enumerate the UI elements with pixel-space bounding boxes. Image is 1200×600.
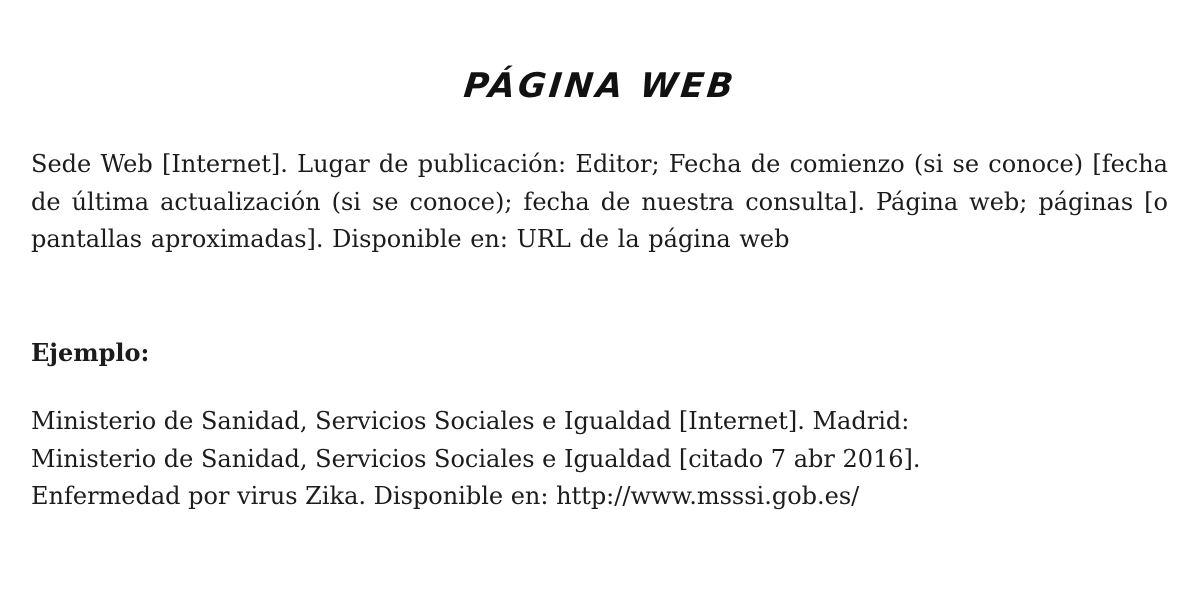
example-line: Ministerio de Sanidad, Servicios Sociales e Igualdad [Internet]. Madrid: [31,407,910,435]
example-line: Enfermedad por virus Zika. Disponible en: http://www.msssi.gob.es/ [31,482,860,510]
example-heading: Ejemplo: [31,338,150,367]
citation-format-definition: Sede Web [Internet]. Lugar de publicación: Editor; Fecha de comienzo (si se conoce) [fecha de última actualización (si se conoce); fecha de nuestra consulta]. Página web; páginas [o pantallas aproximadas]. Disponible en: URL de la página web [31,150,1168,253]
example-citation [31,403,1168,516]
example-line: Ministerio de Sanidad, Servicios Sociales e Igualdad [citado 7 abr 2016]. [31,444,921,473]
page-title: PÁGINA WEB [461,66,739,106]
